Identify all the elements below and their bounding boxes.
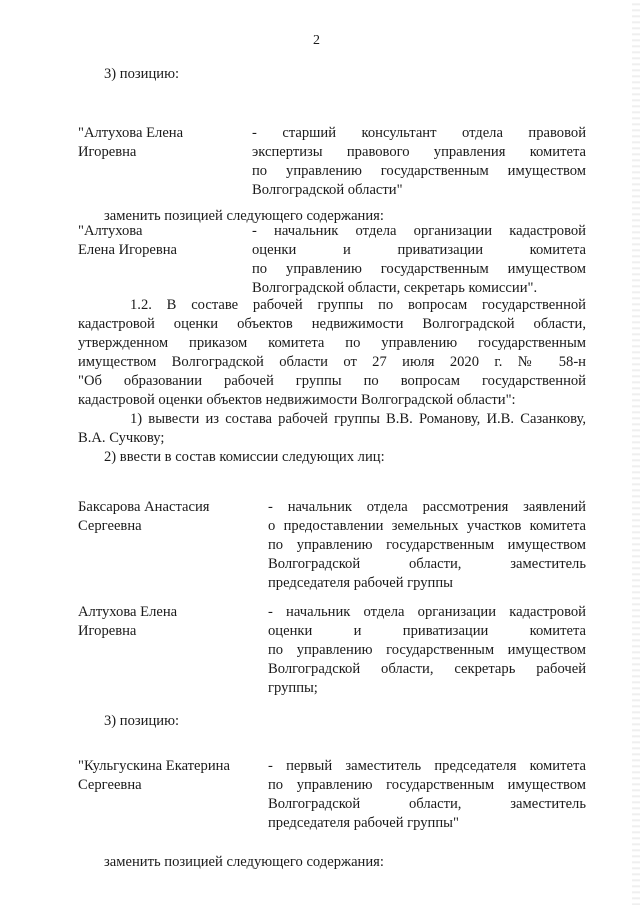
position-line: по управлению государственным имуществом bbox=[268, 642, 586, 658]
position-line: Волгоградской области, секретарь рабочей bbox=[268, 661, 586, 677]
person-position bbox=[252, 222, 586, 298]
person-name bbox=[78, 222, 263, 260]
position-line: - начальник отдела организации кадастровой bbox=[268, 604, 586, 620]
name-line: "Алтухова Елена bbox=[78, 125, 184, 141]
paragraph-line: В.А. Сучкову; bbox=[78, 430, 165, 446]
item1-remove bbox=[78, 410, 586, 448]
replace-instruction: заменить позицией следующего содержания: bbox=[104, 208, 384, 224]
position-line: оценки и приватизации комитета bbox=[268, 623, 586, 639]
person-name bbox=[78, 603, 263, 641]
position-line: по управлению государственным имуществом bbox=[268, 777, 586, 793]
position-line: - первый заместитель председателя комитета bbox=[268, 758, 586, 774]
position-line: по управлению государственным имуществом bbox=[268, 537, 586, 553]
name-line: Сергеевна bbox=[78, 777, 142, 793]
position-line: группы; bbox=[268, 680, 318, 696]
position-line: - начальник отдела рассмотрения заявлений bbox=[268, 499, 586, 515]
item2-add: 2) ввести в состав комиссии следующих лиц: bbox=[104, 449, 385, 465]
position-line: Волгоградской области, секретарь комиссии". bbox=[252, 280, 538, 296]
intro-item3: 3) позицию: bbox=[104, 66, 180, 82]
name-line: Игоревна bbox=[78, 144, 137, 160]
replace-instruction-final: заменить позицией следующего содержания: bbox=[104, 854, 384, 870]
position-line: экспертизы правового управления комитета bbox=[252, 144, 586, 160]
name-line: "Кульгускина Екатерина bbox=[78, 758, 230, 774]
name-line: Баксарова Анастасия bbox=[78, 499, 210, 515]
position-line: по управлению государственным имуществом bbox=[252, 163, 586, 179]
name-line: Алтухова Елена bbox=[78, 604, 178, 620]
person-name bbox=[78, 124, 263, 162]
position-line: Волгоградской области, заместитель bbox=[268, 796, 586, 812]
person-position bbox=[268, 757, 586, 833]
name-line: "Алтухова bbox=[78, 223, 143, 239]
name-line: Сергеевна bbox=[78, 518, 142, 534]
paragraph-line: кадастровой оценки объектов недвижимости Волгоградской области": bbox=[78, 392, 516, 408]
paragraph-line: 1) вывести из состава рабочей группы В.В. Романову, И.В. Сазанкову, bbox=[130, 411, 586, 427]
name-line: Игоревна bbox=[78, 623, 137, 639]
page-number: 2 bbox=[313, 33, 320, 48]
position-line: председателя рабочей группы bbox=[268, 575, 453, 591]
position-line: Волгоградской области, заместитель bbox=[268, 556, 586, 572]
paragraph-line: утвержденном приказом комитета по управлению государственным bbox=[78, 335, 586, 351]
scan-edge-noise bbox=[632, 0, 640, 905]
position-line: председателя рабочей группы" bbox=[268, 815, 459, 831]
person-name bbox=[78, 757, 263, 795]
position-line: оценки и приватизации комитета bbox=[252, 242, 586, 258]
position-line: по управлению государственным имуществом bbox=[252, 261, 586, 277]
intro-item3-workgroup: 3) позицию: bbox=[104, 713, 180, 729]
person-position bbox=[268, 603, 586, 698]
person-position bbox=[268, 498, 586, 593]
paragraph-line: имуществом Волгоградской области от 27 июля 2020 г. № 58-н bbox=[78, 354, 586, 370]
paragraph-line: кадастровой оценки объектов недвижимости Волгоградской области, bbox=[78, 316, 586, 332]
position-line: Волгоградской области" bbox=[252, 182, 403, 198]
person-position bbox=[252, 124, 586, 200]
person-name bbox=[78, 498, 263, 536]
paragraph-line: "Об образовании рабочей группы по вопросам государственной bbox=[78, 373, 586, 389]
position-line: - начальник отдела организации кадастровой bbox=[252, 223, 586, 239]
paragraph-line: 1.2. В составе рабочей группы по вопросам государственной bbox=[130, 297, 586, 313]
section-1-2-paragraph bbox=[78, 296, 586, 410]
position-line: - старший консультант отдела правовой bbox=[252, 125, 586, 141]
position-line: о предоставлении земельных участков комитета bbox=[268, 518, 586, 534]
name-line: Елена Игоревна bbox=[78, 242, 178, 258]
